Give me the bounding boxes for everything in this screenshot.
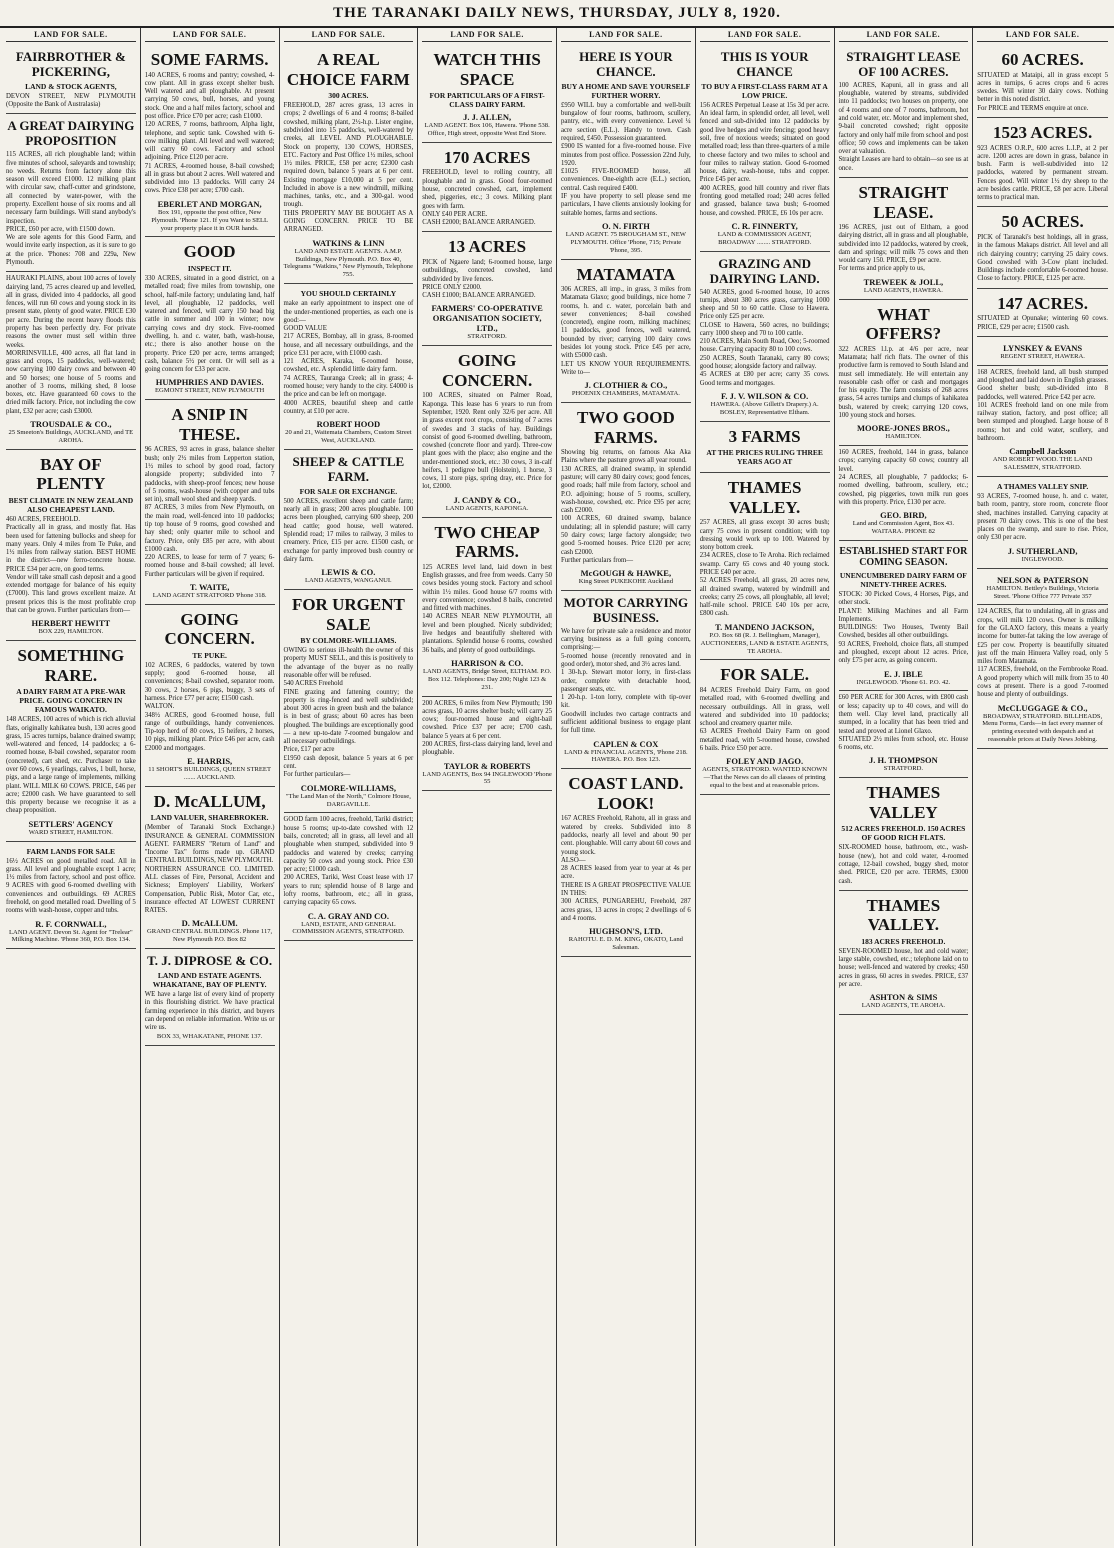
ad-subtitle: BY COLMORE-WILLIAMS. bbox=[300, 636, 397, 646]
ad-agent-name: E. HARRIS, bbox=[187, 756, 233, 766]
ad-agent-name: T. WAITE, bbox=[189, 581, 230, 592]
ad-agent-name: J. J. ALLEN, bbox=[463, 112, 512, 123]
ad-agent-address: LAND AGENT. Devon St. Agent for "Trelear" Milking Machine. 'Phone 360, P.O. Box 134. bbox=[9, 928, 133, 944]
ad-subtitle: LAND VALUER, SHAREBROKER. bbox=[150, 813, 269, 823]
classified-ad bbox=[145, 787, 275, 949]
ad-body: DEVON STREET, NEW PLYMOUTH (Opposite the Bank of Australasia) bbox=[6, 92, 138, 109]
classified-ad bbox=[145, 949, 275, 1045]
ad-agent-address: LAND AGENTS, HAWERA. bbox=[863, 286, 943, 294]
classified-ad bbox=[977, 207, 1108, 288]
ad-body: WE have a large list of every kind of property in this flourishing district. We have practical farming experience in this district, and buyers can depend on reliable information. Write us or wire us. bbox=[144, 991, 277, 1032]
ad-agent-address: AND ROBERT WOOD. THE LAND SALESMEN, STRATFORD. bbox=[992, 456, 1093, 472]
ad-agent-address: LAND AGENTS, Box 94 INGLEWOOD 'Phone 55 bbox=[422, 770, 552, 786]
ad-body: 160 ACRES, freehold, 144 in grass, balance crops; carrying capacity 60 cows; country all level. 24 ACRES, all ploughable, 7 paddocks; 6-roomed dwelling, bathroom, scullery, etc.; cowshed, pig piggeries, town milk run goes with this property. Price, £130 per acre. bbox=[838, 449, 969, 506]
ad-title: GOING CONCERN. bbox=[164, 609, 255, 649]
ad-body: 257 ACRES, all grass except 30 acres bush; carry 75 cows in present condition; with top dressing would work up to 100. Watered by stony bottom creek. 234 ACRES, close to Te Aroha. Rich reclaimed swamp. Carry 65 cows and 40 young stock. PRICE £40 per acre. 52 ACRES Freehold, all grass, 20 acres new, all drained swamp, watered by windmill and creeks; carry 25 cows, all ploughable, all level; half-mile school. PRICE £40 10s per acre, £800 cash. bbox=[699, 519, 830, 618]
ad-body: 156 ACRES Perpetual Lease at 15s 3d per acre. An ideal farm, in splendid order, all level, well fenced and sub-divided into 12 paddocks by good live hedges and wire fencing; good heavy soil, free of noxious weeds; situated on good metalled road; less than three-quarters of a mile to cheese factory and two miles to school and four miles to railway station. Good 6-roomed house, dairy, wash-house, tubs and copper. Price £45 per acre. 400 ACRES, good hill country and river flats fronting good metalled road; 240 acres felled and grassed, balance tawa bush; 6-roomed house, and cowshed. PRICE, £6 10s per acre. bbox=[699, 101, 830, 217]
ad-agent-name: EBERLET AND MORGAN, bbox=[157, 198, 262, 209]
ad-body: 923 ACRES O.R.P., 600 acres L.I.P., at 2 per acre. 1200 acres are down in grass, balance in bush. Farm is well-subdivided into 12 paddocks, watered by permanent stream. Fences good. Will winter 1½ dry sheep to the acre besides cattle. PRICE, £8 per acre. Liberal terms to practical man. bbox=[977, 144, 1110, 202]
ad-agent-name: LEWIS & CO. bbox=[321, 567, 376, 578]
ad-subtitle: FOR PARTICULARS OF A FIRST-CLASS DAIRY FARM. bbox=[429, 91, 545, 110]
ad-agent-name: J. SUTHERLAND, bbox=[1007, 545, 1078, 556]
ad-subtitle: BEST CLIMATE IN NEW ZEALAND ALSO CHEAPEST LAND. bbox=[8, 495, 134, 514]
ad-title: 147 ACRES. bbox=[997, 293, 1088, 313]
ad-agent-name: C. A. GRAY AND CO. bbox=[307, 910, 390, 921]
classified-ad bbox=[6, 450, 136, 641]
ad-agent-address: REGENT STREET, HAWERA. bbox=[1000, 352, 1085, 360]
ad-agent-address: BROADWAY, STRATFORD. BILLHEADS, Menu Forms, Cards—in fact every manner of printing executed with despatch and at reasonable prices at Daily News Jobbing. bbox=[982, 712, 1103, 744]
classified-ad bbox=[422, 45, 552, 143]
ad-title: THIS IS YOUR CHANCE bbox=[720, 49, 809, 79]
ad-title: GRAZING AND DAIRYING LAND. bbox=[709, 255, 820, 286]
ad-agent-address: 11 SHORT'S BUILDINGS, QUEEN STREET ....... AUCKLAND. bbox=[148, 766, 271, 781]
ad-subtitle: FOR SALE OR EXCHANGE. bbox=[299, 486, 398, 496]
ad-subtitle: UNENCUMBERED DAIRY FARM OF NINETY-THREE ACRES. bbox=[839, 570, 967, 589]
classified-ad bbox=[145, 45, 275, 237]
ad-title: GOOD bbox=[183, 242, 236, 262]
column-6 bbox=[696, 28, 835, 1546]
ad-body: FREEHOLD, level to rolling country, all ploughable and in grass. Good four-roomed house, concreted cowshed, cart, implement shed, piggeries, etc.; 3 cows. Milking plant goes with farm. ONLY £40 PER ACRE. CASH £2000; BALANCE ARRANGED. bbox=[422, 169, 552, 227]
newspaper-page bbox=[0, 28, 1114, 1546]
ad-agent-name: FARMERS' CO-OPERATIVE ORGANISATION SOCIETY, LTD., bbox=[431, 303, 543, 334]
ad-body: We have for private sale a residence and motor carrying business as a full going concern, comprising:— 5-roomed house (recently renovated and in good order), motor shed, and 3½ acres land. 1 30-h.p. Stewart motor lorry, in first-class order, complete with detachable hood, passenger seats, etc. 1 20-h.p. 1-ton lorry, complete with tip-over kit. Goodwill includes two cartage contracts and sufficient additional business to engage plant for full time. bbox=[561, 627, 691, 735]
classified-ad bbox=[284, 590, 414, 813]
ad-body: 140 ACRES, 6 rooms and pantry; cowshed, 4-cow plant. All in grass except shelter bush. Well watered and all ploughable. At present carrying 50 cows, bull, horses, and young stock. One and a half miles factory, school and post office. Price £70 per acre; cash £1000. 120 ACRES, 7 rooms, bathroom, Alpha light, telephone, and septic tank. Cowshed with 6-cow milking plant. All level and well watered; will carry 60 cows. Factory and school adjoining. Price £120 per acre. 71 ACRES, 4-roomed house, 8-bail cowshed; all in grass but about 2 acres. Well watered and subdivided into 13 paddocks. Will carry 24 cows. Price £38 per acre; £700 cash. bbox=[144, 71, 275, 195]
ad-body: PICK of Ngaere land; 6-roomed house, large outbuildings, concreted cowshed, land subdivided by live fences. PRICE ONLY £2000. CASH £1000; BALANCE ARRANGED. bbox=[422, 258, 552, 300]
ad-title: 1523 ACRES. bbox=[993, 122, 1093, 142]
ad-agent-name: HARRISON & CO. bbox=[451, 657, 524, 668]
ad-body: SEVEN-ROOMED house, hot and cold water; large stable, cowshed, etc.; telephone laid on to house; well-fenced and watered by creeks; 450 acres in grass, 60 acres in swedes. PRICE, £37 per acre. bbox=[838, 947, 970, 988]
ad-agent-address: LAND AGENTS, Bridge Street, ELTHAM. P.O. Box 112. Telephones: Day 200; Night 123 & 231. bbox=[422, 667, 552, 691]
ad-title: 170 ACRES bbox=[443, 147, 531, 167]
column-header: LAND FOR SALE. bbox=[977, 30, 1108, 42]
ad-agent-address: LAND, ESTATE, AND GENERAL COMMISSION AGENTS, STRATFORD. bbox=[292, 920, 405, 936]
ad-agent-name: GEO. BIRD, bbox=[880, 510, 927, 521]
ad-agent-name: E. J. IBLE bbox=[884, 668, 923, 679]
ad-agent-address: INGLEWOOD. bbox=[1021, 555, 1064, 563]
ad-title: A REAL CHOICE FARM bbox=[286, 50, 410, 89]
ad-title: STRAIGHT LEASE OF 100 ACRES. bbox=[846, 49, 961, 79]
ad-agent-name: TREWEEK & JOLL, bbox=[863, 276, 944, 287]
column-8 bbox=[973, 28, 1112, 1546]
ad-body: FREEHOLD, 287 acres grass, 13 acres in crops; 2 dwellings of 6 and 4 rooms; 8-bailed cowshed, milking plant, 2½-h.p. Lister engine, subdivided into 15 paddocks, well-watered by creeks, all LEVEL AND PLOUGHABLE. Stock on property, 130 COWS, HORSES, ETC. Factory and Post Office 1½ miles, school 1½ miles. PRICE, £58 per acre; £2300 cash required down, balance 5 years at 6 per cent. Existing mortgage £10,000 at 5 per cent. Included in above is a new windmill, milking machines, tanks, etc., and a 300-gal. wood trough. THIS PROPERTY MAY BE BOUGHT AS A GOING CONCERN. PRICE TO BE ARRANGED. bbox=[283, 102, 414, 234]
ad-body: £950 WILL buy a comfortable and well-built bungalow of four rooms, bathroom, scullery, pantry, etc., with every convenience. Level ¼ acre section (E.L.). Handy to town. Cash required, £450. Possession guaranteed. £900 IS wanted for a five-roomed house. Five minutes from post office. Possession 22nd July, 1920. £1025 FIVE-ROOMED house, all conveniences. One-eighth acre (E.L.) section, central. Cash required £400. IF you have property to sell please send me particulars, I have clients anxiously looking for suitable homes, farms and sections. bbox=[561, 101, 691, 217]
ad-title: THAMES VALLEY. bbox=[866, 895, 941, 935]
ad-subtitle: 183 ACRES FREEHOLD. bbox=[861, 936, 946, 946]
classified-ad bbox=[839, 45, 969, 178]
ad-body: 100 ACRES, situated on Palmer Road, Kaponga. This lease has 6 years to run from September, 1920. Rent only 32/6 per acre. All in grass except root crops, consisting of 7 acres of swedes and 3 stacks of hay. Buildings consist of good 6-roomed dwelling, bathroom, cowshed (concrete floor and yard). Three-cow plant goes with the place; also engine and the under-mentioned stock, etc.: 30 cows, 3 in-calf heifers, 1 pedigree bull (Holstein), 1 horse, 3 cows, 11 store pigs, spring dray, etc. Price for lot, £2000. bbox=[422, 392, 554, 491]
ad-subtitle: FARM LANDS FOR SALE bbox=[26, 846, 116, 856]
classified-ad bbox=[6, 641, 136, 841]
ad-agent-name: R. F. CORNWALL, bbox=[35, 918, 107, 929]
classified-ad bbox=[6, 272, 136, 450]
ad-agent-name: TROUSDALE & CO., bbox=[30, 419, 112, 430]
ad-agent-address: BOX 33, WHAKATANE, PHONE 137. bbox=[156, 1032, 263, 1040]
classified-ad bbox=[977, 118, 1108, 208]
ad-title: HERE IS YOUR CHANCE. bbox=[579, 49, 673, 79]
ad-body: 500 ACRES, excellent sheep and cattle farm; nearly all in grass; 200 acres ploughable. 100 acres been ploughed, carrying 600 sheep, 200 head cattle; good house, well watered. Splendid road; 17 miles to railway, 3 miles to creamery. Price, £15 per acre. £1500 cash, or exchange for partly improved bush country or dairy farm. bbox=[283, 497, 415, 563]
ad-agent-address: King Street PUKEKOHE Auckland bbox=[578, 578, 674, 586]
ad-agent-address: BOX 229, HAMILTON. bbox=[38, 628, 104, 636]
ad-body: 148 ACRES, 100 acres of which is rich alluvial flats, originally kahikatea bush, 130 acres good grass, 15 acres turnips, balance drained swamp; well-watered and fenced, 14 paddocks; a 6-roomed house, 8-bail cowshed, separator room (concreted), cart shed, etc. Purchaser to take over 60 cows, 6 yearlings, calves, 1 bull, horse, pigs, and a large range of implements, milking plant. WILL MILK 60 COWS. PRICE, £46 per acre; £2000 cash. We have guaranteed to sell this property because we recognise it as a cheap proposition. bbox=[6, 716, 138, 815]
ad-subtitle: AT THE PRICES RULING THREE YEARS AGO AT bbox=[706, 448, 823, 467]
classified-ad bbox=[839, 446, 969, 541]
column-header: LAND FOR SALE. bbox=[700, 30, 830, 42]
column-header: LAND FOR SALE. bbox=[561, 30, 691, 42]
classified-ad bbox=[6, 45, 136, 114]
ad-body: £60 PER ACRE for 300 Acres, with £800 cash or less; capacity up to 40 cows, and will do them well. Clay level land, practically all stumped, in a locality that has been tried and tested and proved at Lionel Glaxo. SITUATED 2½ miles from school, etc. House 6 rooms, etc. bbox=[838, 694, 969, 752]
ad-title: ESTABLISHED START FOR COMING SEASON. bbox=[839, 545, 968, 569]
ad-agent-address: LAND AGENT. 75 BROUGHAM ST., NEW PLYMOUTH. Office 'Phone, 715; Private 'Phone, 395. bbox=[565, 230, 687, 254]
classified-ad bbox=[977, 45, 1108, 118]
classified-ad bbox=[284, 45, 414, 284]
ad-title: 50 ACRES. bbox=[1001, 212, 1084, 232]
column-header: LAND FOR SALE. bbox=[284, 30, 414, 42]
ad-agent-name: T. MANDENO JACKSON, bbox=[715, 621, 815, 632]
ad-agent-name: TAYLOR & ROBERTS bbox=[443, 760, 531, 771]
ad-title: D. McALLUM, bbox=[153, 791, 266, 811]
ad-agent-name: McGOUGH & HAWKE, bbox=[580, 568, 672, 579]
classified-ad bbox=[6, 114, 136, 272]
ad-body: SITUATED at Mataipi, all in grass except 5 acres in turnips, 6 acres crops and 6 acres swedes. Will winter 30 dairy cows. Nothing better in this noted district. For PRICE and TERMS enquire at once. bbox=[977, 71, 1108, 112]
ad-agent-address: 20 and 21, Waitemata Chambers, Custom Street West, AUCKLAND. bbox=[285, 429, 412, 445]
ad-agent-name: NELSON & PATERSON bbox=[996, 574, 1089, 585]
ad-agent-address: STRATFORD. bbox=[467, 333, 507, 341]
ad-body: make an early appointment to inspect one of the under-mentioned properties, as each one is good:— GOOD VALUE 217 ACRES, Bombay, all in grass, 8-roomed house, and all necessary outbuildings, and the price £31 per acre, with £1000 cash. 121 ACRES, Karaka, 6-roomed house, cowshed, etc. A splendid little dairy farm. 74 ACRES, Tauranga Creek; all in grass; 4-roomed house; very handy to the city. £4000 is the price and can be left on mortgage. 4000 ACRES, beautiful sheep and cattle country, at £10 per acre. bbox=[283, 300, 414, 415]
classified-ad bbox=[284, 450, 414, 590]
ad-body: 125 ACRES level land, laid down in best English grasses, and free from weeds. Carry 50 cows besides young stock. Factory and school within 1½ miles. Good house 6/7 rooms with every convenience; cowshed 8 bails, concreted and fitted with machines. 140 ACRES NEAR NEW PLYMOUTH, all level and been ploughed. Nicely subdivided; live hedges and beautifully sheltered with plantations. Splendid house 6 rooms, cowshed 36 bails, and plenty of good outbuildings. bbox=[422, 563, 552, 654]
classified-ad bbox=[145, 237, 275, 400]
classified-ad bbox=[977, 289, 1108, 337]
ad-agent-address: PHOENIX CHAMBERS, MATAMATA. bbox=[571, 390, 680, 398]
ad-body: 93 ACRES, 7-roomed house, h. and c. water, bath room, pantry, store room, concrete floor shed, machines installed. Carrying capacity at present 70 dairy cows. This is one of the best places on the swamp, and sure to rise. Price, only £30 per acre. bbox=[977, 493, 1110, 542]
ad-title: 3 FARMS bbox=[728, 426, 801, 446]
ad-agent-name: HUMPHRIES AND DAVIES. bbox=[155, 377, 264, 388]
ad-title: MOTOR CARRYING BUSINESS. bbox=[563, 595, 689, 625]
ad-agent-address: GRAND CENTRAL BUILDINGS. Phone 117, New Plymouth P.O. Box 82 bbox=[147, 928, 273, 944]
ad-title: A GREAT DAIRYING PROPOSITION bbox=[7, 118, 135, 149]
classified-ad bbox=[561, 769, 691, 957]
ad-body: 322 ACRES l.l.p. at 4/6 per acre, near Matamata; half rich flats. The owner of this productive farm is removed to South Island and must sell immediately. He will entertain any reasonable cash offer or cash and mortgages for his equity. The farm consists of 268 acres grass, 54 acres turnips and clumps of kahikatea bush, watered by creek; carrying 120 cows, 100 young stock and horses. bbox=[838, 345, 970, 419]
classified-ad bbox=[6, 842, 136, 950]
classified-ad bbox=[977, 337, 1108, 366]
classified-ad bbox=[977, 605, 1108, 749]
column-header: LAND FOR SALE. bbox=[6, 30, 136, 42]
ad-title: TWO GOOD FARMS. bbox=[576, 408, 675, 447]
ad-agent-address: STRATFORD. bbox=[883, 765, 924, 773]
ad-body: 84 ACRES Freehold Dairy Farm, on good metalled road, with 6-roomed dwelling and necessary outbuildings. All in grass, well watered and subdivided into 10 paddocks; school and creamery quarter mile. 63 ACRES Freehold Dairy Farm on good metalled road, with 5-roomed house, cowshed 6 bails. Price £50 per acre. bbox=[699, 686, 830, 752]
ad-subtitle: 512 ACRES FREEHOLD. 150 ACRES OF GOOD RICH FLATS. bbox=[841, 824, 966, 843]
column-header: LAND FOR SALE. bbox=[145, 30, 275, 42]
ad-body: PICK of Taranaki's best holdings, all in grass, in the famous Makaps district. All level and all rich dairying country; carrying 25 dairy cows. Good cowshed with 3-Cow plant included. Buildings include comfortable 6-roomed house. Close to factory. PRICE, £125 per acre. bbox=[977, 234, 1110, 283]
ad-agent-address: WARD STREET, HAMILTON. bbox=[28, 828, 113, 836]
classified-ad bbox=[700, 422, 830, 474]
ad-body: 460 ACRES, FREEHOLD. Practically all in grass, and mostly flat. Has been used for fattening bullocks and sheep for many years. Only 4 miles from Te Puke, and 1½ miles from railway station. BEST HOME in the district—new ferro-concrete house. PRICE £34 per acre, on good terms. Vendor will take small cash deposit and a good extended mortgage for balance of his equity (£7000). This land grows excellent maize. At present prices this is the most profitable crop that can be grown. Further particulars from— bbox=[6, 515, 136, 615]
classified-ad bbox=[700, 45, 830, 252]
ad-body: OWING to serious ill-health the owner of this property MUST SELL, and this is positively to the advantage of the buyer as no really reasonable offer will be refused. 540 ACRES Freehold FINE grazing and fattening country; the property is ring-fenced and well subdivided; about 300 acres in green bush and the balance is in best of grass; about 60 acres has been ploughed. The buildings are exceptionally good — a new up-to-date 7-roomed bungalow and all necessary outbuildings. Price, £17 per acre £1950 cash deposit, balance 5 years at 6 per cent. For further particulars— bbox=[283, 647, 414, 779]
ad-title: MATAMATA bbox=[576, 264, 676, 284]
ad-title: THAMES VALLEY bbox=[866, 783, 941, 822]
ad-agent-address: LAND AGENTS, TE AROHA. bbox=[861, 1002, 945, 1010]
classified-ad bbox=[145, 400, 275, 605]
ad-title: SHEEP & CATTLE FARM. bbox=[292, 453, 405, 484]
ad-subtitle: A DAIRY FARM AT A PRE-WAR PRICE. GOING CONCERN IN FAMOUS WAIKATO. bbox=[16, 687, 126, 715]
ad-body: Showing big returns, on famous Aka Aka Plains where the pasture grows all year round. 130 ACRES, all drained swamp, in splendid pasture; will carry 80 dairy cows; good fences, good roads; half mile from factory, school and P.O. adjoining; house of 5 rooms, scullery, wash-house, cowshed, etc. Price £95 per acre; cash £2000. 100 ACRES, 60 drained swamp, balance undulating; all in splendid pasture; will carry 50 dairy cows; large factory alongside; two good 5-roomed houses. Price £120 per acre; cash £2000. Further particulars from— bbox=[561, 449, 691, 564]
ad-subtitle: 300 ACRES. bbox=[328, 91, 369, 101]
ad-agent-name: C. R. FINNERTY, bbox=[731, 220, 798, 231]
classified-ad bbox=[839, 691, 969, 778]
classified-ad bbox=[561, 403, 691, 591]
ad-title: WHAT OFFERS? bbox=[865, 304, 942, 344]
ad-title: STRAIGHT LEASE. bbox=[858, 182, 949, 222]
ad-agent-name: J. CLOTHIER & CO., bbox=[584, 380, 668, 391]
ad-agent-name: D. McALLUM. bbox=[181, 918, 238, 929]
classified-ad bbox=[977, 569, 1108, 606]
ad-subtitle: TE PUKE. bbox=[192, 650, 227, 660]
ad-body: 196 ACRES, just out of Eltham, a good dairying district, all in grass and all ploughable, subdivided into 12 paddocks, watered by creek, dam and springs; will milk 75 cows and then would carry 150. PRICE, £9 per acre. For terms and price apply to us, bbox=[838, 224, 969, 273]
ad-title: SOMETHING RARE. bbox=[17, 646, 125, 685]
ad-body: (Member of Taranaki Stock Exchange.) INSURANCE & GENERAL COMMISSION AGENT. FARMERS' "Return of Land" and "Income Tax" forms made up. GRAND CENTRAL BUILDINGS, NEW PLYMOUTH. NORTHERN ASSURANCE CO. LIMITED. ALL classes of Fire, Personal, Accident and Sickness; Employers' Liability, Workers' Compensation, Public Risk, Motor Car, etc., insurance effected AT LOWEST CURRENT RATES. bbox=[144, 824, 275, 915]
column-5 bbox=[557, 28, 696, 1546]
ad-agent-address: HAMILTON. Bettley's Buildings, Victoria Street. 'Phone Office 777 Private 357 bbox=[986, 584, 1099, 600]
ad-body: SITUATED at Opunake; wintering 60 cows. PRICE, £29 per acre; £1500 cash. bbox=[977, 315, 1110, 331]
ad-title: 13 ACRES bbox=[448, 237, 527, 257]
ad-agent-address: LAND & COMMISSION AGENT, BROADWAY ........ STRATFORD. bbox=[717, 230, 812, 246]
column-2 bbox=[141, 28, 280, 1546]
ad-title: THAMES VALLEY. bbox=[727, 478, 802, 517]
ad-body: 540 ACRES, good 6-roomed house, 10 acres turnips, about 380 acres grass, carrying 1000 sheep and 50 to 60 cattle. Close to Hawera. Price only £25 per acre. CLOSE to Hawera, 560 acres, no buildings; carry 1000 sheep and 70 to 100 cattle. 210 ACRES, Main South Road, Oeo; 5-roomed house. Carrying capacity 80 to 100 cows. 250 ACRES, South Taranaki, carry 80 cows; good house; alongside factory and railway. 45 ACRES at £80 per acre; carry 35 cows. Good terms and mortgages. bbox=[699, 288, 830, 387]
ad-title: TWO CHEAP FARMS. bbox=[434, 522, 540, 562]
ad-agent-name: J. CANDY & CO., bbox=[453, 494, 521, 505]
ad-body: SIX-ROOMED house, bathroom, etc., wash-house (new), hot and cold water, 4-roomed cottage, 12-bail cowshed, buggy shed, motor shed. PRICE, £20 per acre. TERMS, £3000 cash. bbox=[838, 844, 970, 885]
ad-subtitle: INSPECT IT. bbox=[187, 264, 232, 274]
classified-ad bbox=[839, 541, 969, 691]
ad-subtitle: YOU SHOULD CERTAINLY bbox=[300, 289, 397, 299]
ad-subtitle: A THAMES VALLEY SNIP. bbox=[997, 482, 1089, 492]
ad-body: HAURAKI PLAINS, about 100 acres of lovely dairying land, 75 acres cleared up and levelled, all in grass, divided into 4 paddocks, all good fences, will run 60 cows and young stock in its present state, plenty of good water. PRICE £30 per acre. During the recent heavy floods this property has been perfectly dry. For private reasons the owner must sell within three weeks. MORRINSVILLE, 400 acres, all flat land in grass and crops, 15 paddocks, well-watered; now carrying 100 dairy cows and between 40 and 50 horses; one house of 5 rooms and another of 3 rooms, milking shed, 8 loose boxes, etc. Have guaranteed 60 cows to the dried milk factory. Price, not including the cow plant, £32 per acre; cash £3000. bbox=[6, 275, 136, 415]
classified-ad bbox=[977, 477, 1108, 569]
ad-title: SOME FARMS. bbox=[150, 50, 269, 69]
ad-agent-address: 25 Smeeton's Buildings, AUCKLAND, and TE AROHA. bbox=[8, 429, 134, 444]
ad-body: 167 ACRES Freehold, Rahotu, all in grass and watered by creeks. Subdivided into 8 paddocks, nearly all level and about 90 per cent. ploughable. Will carry about 60 cows and young stock. ALSO— 28 ACRES leased from year to year at 4s per acre. THERE IS A GREAT PROSPECTIVE VALUE IN THIS: 300 ACRES, PUNGAREHU, Freehold, 287 acres grass, 13 acres in crops; 2 dwellings of 6 and 4 rooms. bbox=[561, 815, 691, 922]
ad-body: 96 ACRES, 93 acres in grass, balance shelter bush; only 2½ miles from Lepperton station, 1½ miles to school by good road, factory alongside property; subdivided into 7 paddocks, with sheep-proof fences; new house of 5 rooms, wash-house (with copper and tubs set in), small wool shed and sheep yards. 87 ACRES, 3 miles from New Plymouth, on the main road, well-fenced into 10 paddocks; tip top house of 9 rooms, good cowshed and hay shed; only quarter mile to school and factory. Price, only £85 per acre, with about £1000 cash. 220 ACRES, to lease for term of 7 years; 6-roomed house and 8-bail cowshed; all level. Further particulars will be given if required. bbox=[144, 446, 275, 578]
ad-agent-name: COLMORE-WILLIAMS, bbox=[300, 782, 396, 793]
ad-agent-name: HERBERT HEWITT bbox=[31, 618, 111, 629]
ad-agent-name: O. N. FIRTH bbox=[601, 220, 650, 231]
column-1 bbox=[2, 28, 141, 1546]
column-header: LAND FOR SALE. bbox=[839, 30, 969, 42]
ad-agent-address: AGENTS, STRATFORD. WANTED KNOWN—That the News can do all classes of printing equal to the best and at reasonable prices. bbox=[702, 766, 828, 790]
ad-title: FAIRBROTHER & PICKERING, bbox=[15, 49, 126, 79]
ad-agent-name: HUGHSON'S, LTD. bbox=[589, 926, 663, 937]
classified-ad bbox=[284, 284, 414, 450]
ad-agent-address: Box 191, opposite the post office, New Plymouth. 'Phone 121. If you Want to SELL your property place it in OUR hands. bbox=[151, 208, 269, 232]
column-header: LAND FOR SALE. bbox=[422, 30, 552, 42]
ad-agent-address: LAND & FINANCIAL AGENTS, 'Phone 218. HAWERA. P.O. Box 123. bbox=[564, 748, 688, 764]
ad-title: FOR SALE. bbox=[720, 665, 810, 685]
ad-subtitle: LAND AND ESTATE AGENTS. WHAKATANE, BAY OF PLENTY. bbox=[152, 971, 267, 990]
ad-agent-name: SETTLERS' AGENCY bbox=[28, 818, 114, 829]
classified-ad bbox=[422, 697, 552, 792]
ad-body: 102 ACRES, 6 paddocks, watered by town supply; good 6-roomed house, all conveniences; 8-bail cowshed, separator room. 30 cows, 2 horses, 6 pigs, buggy, 3 sets of harness. Price £77 per acre; £1500 cash. WALTON. 348½ ACRES, good 6-roomed house, full range of outbuildings, handy conveniences. Tip-top herd of 80 cows, 15 heifers, 2 horses, 10 pigs, milking plant. Price £46 per acre, cash £2000 and mortgages. bbox=[144, 661, 275, 752]
ad-agent-name: ROBERT HOOD bbox=[316, 419, 381, 430]
classified-ad bbox=[561, 260, 691, 404]
ad-agent-name: LYNSKEY & EVANS bbox=[1003, 342, 1083, 353]
column-3 bbox=[280, 28, 419, 1546]
ad-agent-address: INGLEWOOD. 'Phone 61. P.O. 42. bbox=[856, 678, 951, 686]
ad-agent-address: LAND AGENT STRATFORD 'Phone 318. bbox=[152, 591, 267, 599]
ad-body: 168 ACRES, freehold land, all bush stumped and ploughed and laid down in English grasses. Good shelter bush; sub-divided into 8 paddocks, well watered. Price £42 per acre. 101 ACRES freehold land on one mile from railway station, factory, and post office; all been stumped and ploughed. Large house of 8 rooms; hot and cold water, scullery, and bathroom. bbox=[977, 368, 1108, 442]
ad-agent-address: Land and Commission Agent, Box 43. WAITARA. PHONE 82 bbox=[852, 520, 955, 536]
classified-ad bbox=[561, 591, 691, 769]
ad-body: GOOD farm 100 acres, freehold, Tariki district; house 5 rooms; up-to-date cowshed with 12 bails, concreted; all in grass, all level and all ploughable when stumped, subdivided into 9 paddocks and watered by creeks; carrying capacity 50 cows and young stock. Price £30 per acre; £1000 cash. 200 ACRES, Tariki, West Coast lease with 17 years to run; splendid house of 8 large and lofty rooms, bathroom, etc.; all in grass, carrying capacity 65 cows. bbox=[283, 816, 414, 907]
ad-agent-address: LAND AGENTS, KAPONGA. bbox=[445, 504, 529, 512]
ad-title: A SNIP IN THESE. bbox=[171, 405, 248, 444]
ad-agent-name: FOLEY AND JAGO. bbox=[726, 756, 804, 767]
classified-ad bbox=[145, 605, 275, 787]
classified-ad bbox=[422, 232, 552, 346]
column-4 bbox=[418, 28, 557, 1546]
classified-ad bbox=[284, 813, 414, 941]
classified-ad bbox=[700, 473, 830, 660]
classified-ad bbox=[422, 346, 552, 517]
ad-title: 60 ACRES. bbox=[1001, 50, 1084, 69]
ad-agent-address: RAHOTU. E. D. M. KING, OKATO, Land Salesman. bbox=[568, 936, 683, 952]
classified-ad bbox=[422, 143, 552, 233]
ad-subtitle: LAND & STOCK AGENTS, bbox=[25, 81, 117, 91]
ad-title: FOR URGENT SALE bbox=[291, 595, 405, 634]
ad-agent-name: MOORE-JONES BROS., bbox=[856, 423, 950, 434]
classified-ad bbox=[422, 518, 552, 697]
ad-body: STOCK: 30 Picked Cows, 4 Horses, Pigs, and other stock. PLANT: Milking Machines and all Farm Implements. BUILDINGS: Two Houses, Twenty Bail Cowshed, besides all other outbuildings. 93 ACRES, Freehold, choice flats, all stumped and ploughed, except about 12 acres. Price, only £75 per acre, as going concern. bbox=[838, 590, 969, 665]
ad-agent-address: P.O. Box 68 (R. J. Bellingham, Manager), AUCTIONEERS, LAND & ESTATE AGENTS, TE AROHA. bbox=[700, 631, 829, 655]
ad-agent-address: "The Land Man of the North," Colmore House, DARGAVILLE. bbox=[285, 792, 411, 808]
ad-title: T. J. DIPROSE & CO. bbox=[147, 953, 273, 969]
ad-agent-address: EGMONT STREET, NEW PLYMOUTH bbox=[155, 387, 265, 395]
masthead: THE TARANAKI DAILY NEWS, THURSDAY, JULY 8, 1920. bbox=[0, 0, 1114, 28]
ad-title: GOING CONCERN. bbox=[442, 351, 533, 390]
ad-body: 200 ACRES, 6 miles from New Plymouth; 190 acres grass, 10 acres shelter bush; will carry 25 cows; four-roomed house and eight-bail cowshed. Price £37 per acre; £700 cash, balance 5 years at 6 per cent. 200 ACRES, first-class dairying land, level and ploughable. bbox=[422, 699, 552, 757]
classified-ad bbox=[700, 660, 830, 795]
ad-agent-address: HAMILTON. bbox=[885, 433, 922, 441]
classified-ad bbox=[839, 891, 969, 1015]
ad-agent-address: LAND AGENT. Box 106, Hawera. 'Phone 538. Office, High street, opposite West End Store. bbox=[424, 122, 550, 137]
ad-subtitle: BUY A HOME AND SAVE YOURSELF FURTHER WORRY. bbox=[561, 81, 691, 100]
column-7 bbox=[835, 28, 974, 1546]
ad-agent-name: WATKINS & LINN bbox=[312, 237, 385, 248]
ad-body: 306 ACRES, all imp., in grass, 3 miles from Matamata Glaxo; good buildings, nice home 7 rooms, h. and c. water, porcelain bath and sewer conveniences; 8-bail cowshed (concreted), engine room, milking machines; 11 paddocks, good fences, well watered, bounded by river; carrying 100 dairy cows besides lot young stock. Price £45 per acre, with £5000 cash. LET US KNOW YOUR REQUIREMENTS. Write to— bbox=[561, 286, 691, 376]
ad-body: 330 ACRES, situated in a good district, on a metalled road; five miles from township, one school, half-mile factory; undulating land, half level, all ploughable, 12 paddocks, well watered and fenced, will carry 150 head big cattle in summer and 100 in winter; now carrying cows and dry stock. Five-roomed dwelling, h. and c. water, bath, wash-house, etc.; there is also another house on the property. Price £20 per acre, terms arranged; cash, balance 5½ per cent. Or will sell as a going concern for £33 per acre. bbox=[144, 275, 277, 374]
ad-body: 16½ ACRES on good metalled road. All in grass. All level and ploughable except 1 acre; 1½ miles from factory, school and post office. 9 ACRES with good 6-roomed dwelling with conveniences and outbuildings. 69 ACRES freehold, on good metalled road. Dwelling of 5 rooms with wash-house, copper and tubs. bbox=[6, 857, 138, 915]
ad-agent-address: LAND AND ESTATE AGENTS. A.M.P. Buildings, New Plymouth. P.O. Box 40, Telegrams "Watkins," New Plymouth, Telephone 755. bbox=[283, 247, 414, 279]
ad-body: 100 ACRES, Kapuni, all in grass and all ploughable, watered by streams, subdivided into 11 paddocks; two houses on property, one of 4 rooms and one of 7 rooms, bathroom, hot and cold water, etc. Motor and implement shed, 9-bail concreted cowshed; right opposite factory and only half mile from school and post office; 50 cows and implements can be taken over at valuation. Straight Leases are hard to obtain—so see us at once. bbox=[838, 81, 969, 172]
ad-agent-address: LAND AGENTS, WANGANUI. bbox=[305, 577, 392, 585]
classified-ad bbox=[700, 252, 830, 422]
ad-agent-address: HAWERA. (Above Gillett's Drapery.) A. BOSLEY, Representative Eltham. bbox=[710, 400, 819, 416]
classified-ad bbox=[839, 778, 969, 891]
ad-body: 124 ACRES, flat to undulating, all in grass and crops, will milk 120 cows. Owner is milking for the GLAXO factory, this means a yearly income for butter-fat taking the low average of £25 per cow. Property is beautifully situated just off the main Hinuera Valley road, only 5 miles from Matamata. 117 ACRES, freehold, on the Fernbrooke Road. A good property which will milk from 35 to 40 cows at present. There is a good 7-roomed house and plenty of outbuildings. bbox=[977, 608, 1108, 699]
ad-title: COAST LAND. LOOK! bbox=[568, 774, 684, 813]
classified-ad bbox=[977, 366, 1108, 477]
ad-agent-name: F. J. V. WILSON & CO. bbox=[720, 390, 809, 401]
ad-body: 115 ACRES, all rich ploughable land; within five minutes of school, saleyards and township; no weeds. Returns from factory alone this season will exceed £1000. 12 milking plant with circular saw, chaff-cutter and grindstone, all connected by water-power, with the property. Excellent house of six rooms and all necessary farm buildings. Will stand anybody's inspection. PRICE, £60 per acre, with £1500 down. We are sole agents for this Good Farm, and would invite early inspection, as it is sure to go at the price. 'Phones: 708 and 229a, New Plymouth. bbox=[6, 151, 136, 266]
ad-agent-name: CAPLEN & COX bbox=[593, 738, 659, 749]
classified-ad bbox=[839, 178, 969, 300]
ad-subtitle: TO BUY A FIRST-CLASS FARM AT A LOW PRICE. bbox=[701, 81, 828, 100]
ad-agent-name: Campbell Jackson bbox=[1009, 446, 1077, 457]
classified-ad bbox=[839, 300, 969, 447]
ad-agent-name: ASHTON & SIMS bbox=[869, 992, 938, 1003]
ad-title: BAY OF PLENTY bbox=[36, 454, 106, 494]
ad-title: WATCH THIS SPACE bbox=[433, 50, 541, 89]
classified-ad bbox=[561, 45, 691, 260]
ad-agent-name: J. H. THOMPSON bbox=[868, 755, 938, 766]
ad-agent-name: McCLUGGAGE & CO., bbox=[997, 702, 1088, 713]
